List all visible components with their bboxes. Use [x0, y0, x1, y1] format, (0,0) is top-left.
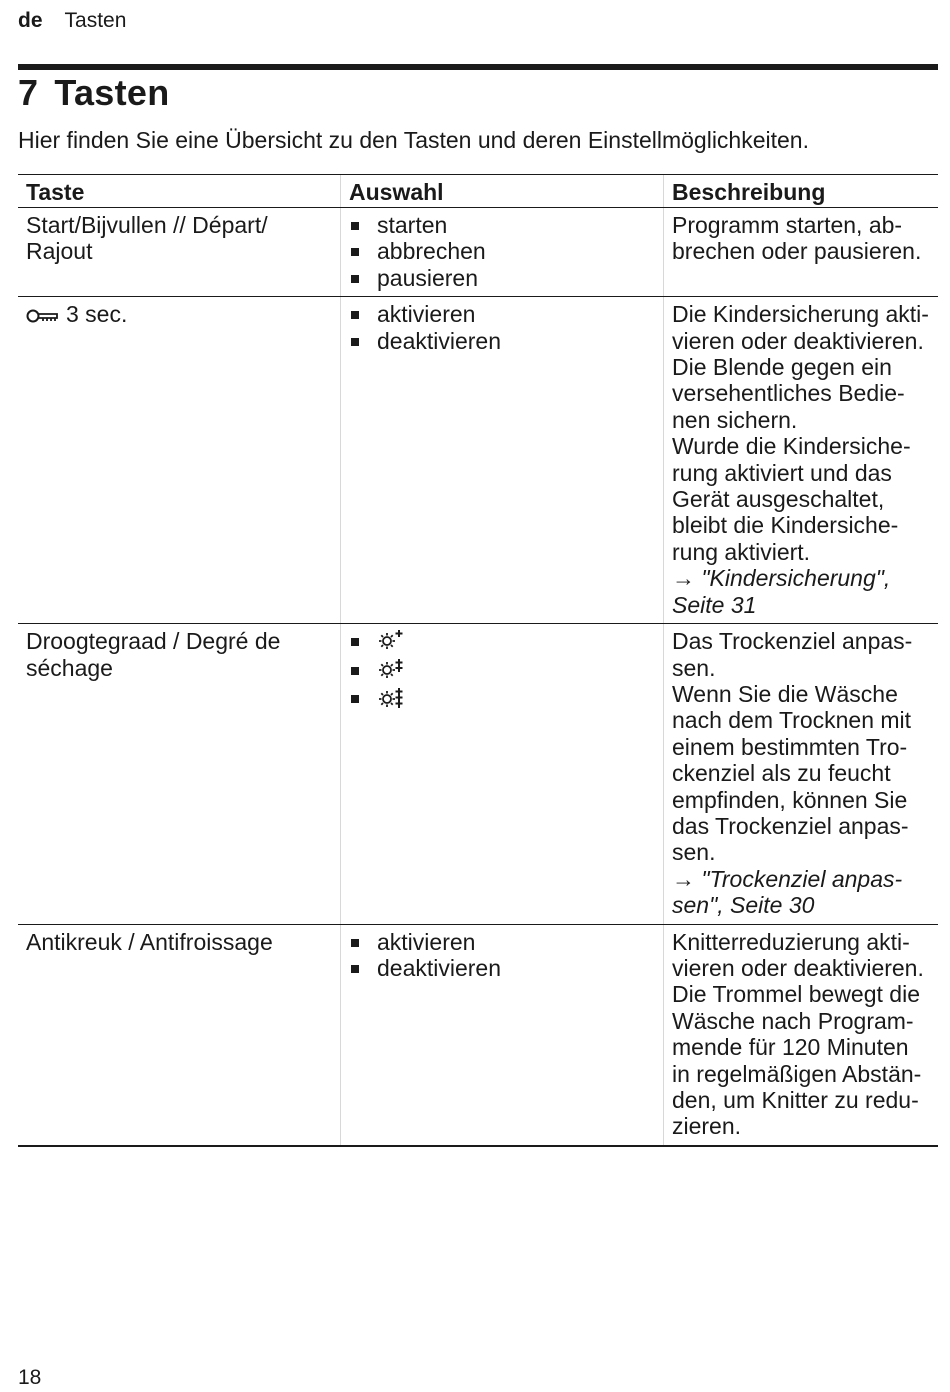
auswahl-cell — [341, 208, 664, 297]
description-line: brechen oder pausieren. — [672, 238, 922, 265]
option-item: aktivieren — [349, 929, 655, 955]
chapter-title — [18, 72, 170, 114]
description-line: rung aktiviert und das — [672, 459, 892, 486]
auswahl-cell — [341, 297, 664, 624]
description-line: nach dem Trocknen mit — [672, 707, 912, 734]
beschreibung-cell — [664, 297, 939, 624]
taste-label: Droogtegraad / Degré de séchage — [26, 628, 281, 681]
running-header — [18, 9, 126, 33]
table-header-row — [18, 175, 938, 208]
description-line: sen. — [672, 839, 716, 866]
option-item: aktivieren — [349, 301, 655, 327]
description-line: Programm starten, ab- — [672, 212, 903, 238]
description-line: mende für 120 Minuten — [672, 1034, 909, 1061]
description-line: vieren oder deaktivieren. — [672, 954, 924, 981]
description-line: Die Blende gegen ein — [672, 354, 892, 381]
taste-cell — [18, 924, 341, 1146]
beschreibung-cell — [664, 208, 939, 297]
header-beschreibung: Beschreibung — [664, 175, 939, 208]
dry-level-1-icon — [377, 629, 405, 656]
option-list — [349, 212, 655, 291]
description-line: empfinden, können Sie — [672, 786, 908, 813]
dry-level-2-icon — [377, 658, 405, 685]
keys-table — [18, 174, 938, 1147]
key-icon — [26, 303, 60, 329]
taste-label: Start/Bijvullen // Départ/ Rajout — [26, 212, 268, 265]
description-line: Das Trockenziel anpas- — [672, 628, 913, 655]
taste-label: Antikreuk / Antifroissage — [26, 928, 273, 955]
beschreibung-cell — [664, 624, 939, 924]
option-item — [349, 628, 655, 657]
taste-label: 3 sec. — [66, 301, 128, 328]
option-item: pausieren — [349, 265, 655, 291]
table-row — [18, 924, 938, 1146]
description-line: Wurde die Kindersiche- — [672, 433, 911, 460]
section-name: Tasten — [64, 9, 127, 32]
description-line: rung aktiviert. — [672, 538, 811, 565]
option-item: deaktivieren — [349, 328, 655, 354]
auswahl-cell — [341, 924, 664, 1146]
description-line: Die Kindersicherung akti- — [672, 301, 929, 328]
language-code: de — [18, 9, 43, 32]
description-line: den, um Knitter zu redu- — [672, 1087, 919, 1113]
taste-cell — [18, 297, 341, 624]
taste-cell — [18, 208, 341, 297]
description-line: Wenn Sie die Wäsche — [672, 680, 898, 707]
description-line: Knitterreduzierung akti- — [672, 928, 910, 955]
description-line: Die Trommel bewegt die — [672, 981, 920, 1008]
chapter-rule — [18, 64, 938, 70]
taste-cell — [18, 624, 341, 924]
description-line: Wäsche nach Program- — [672, 1007, 914, 1034]
reference-text: "Trockenziel anpas- — [701, 865, 903, 892]
option-item: abbrechen — [349, 238, 655, 264]
option-item: starten — [349, 212, 655, 238]
beschreibung-cell — [664, 924, 939, 1146]
option-item — [349, 657, 655, 686]
page-number: 18 — [18, 1366, 42, 1389]
description-line: nen sichern. — [672, 406, 798, 433]
reference-text: Seite 31 — [672, 591, 757, 618]
option-list — [349, 628, 655, 714]
option-list — [349, 301, 655, 354]
option-item: deaktivieren — [349, 955, 655, 981]
arrow-right-icon: → — [672, 565, 695, 592]
intro-text: Hier finden Sie eine Übersicht zu den Tasten und deren Einstellmöglichkeiten. — [18, 127, 809, 153]
description-line: Gerät ausgeschaltet, — [672, 486, 885, 513]
description-line: einem bestimmten Tro- — [672, 733, 908, 760]
reference-text: "Kindersicherung", — [701, 565, 891, 592]
reference-text: sen", Seite 30 — [672, 892, 815, 919]
description-line: das Trockenziel anpas- — [672, 812, 909, 839]
description-line: in regelmäßigen Abstän- — [672, 1060, 922, 1087]
cross-reference-link[interactable] — [672, 866, 930, 892]
header-auswahl: Auswahl — [341, 175, 664, 208]
auswahl-cell — [341, 624, 664, 924]
description-line: versehentliches Bedie- — [672, 380, 905, 407]
arrow-right-icon: → — [672, 865, 695, 892]
option-item — [349, 685, 655, 714]
description-line: sen. — [672, 654, 716, 681]
chapter-title-text: Tasten — [54, 72, 170, 113]
table-row — [18, 624, 938, 924]
description-line: zieren. — [672, 1113, 742, 1140]
header-taste: Taste — [18, 175, 341, 208]
table-row — [18, 208, 938, 297]
dry-level-3-icon — [377, 687, 405, 714]
description-line: bleibt die Kindersiche- — [672, 512, 899, 539]
option-list — [349, 929, 655, 982]
description-line: vieren oder deaktivieren. — [672, 327, 924, 354]
description-line: ckenziel als zu feucht — [672, 760, 891, 787]
cross-reference-link[interactable] — [672, 565, 930, 591]
chapter-number: 7 — [18, 72, 39, 113]
table-row — [18, 297, 938, 624]
